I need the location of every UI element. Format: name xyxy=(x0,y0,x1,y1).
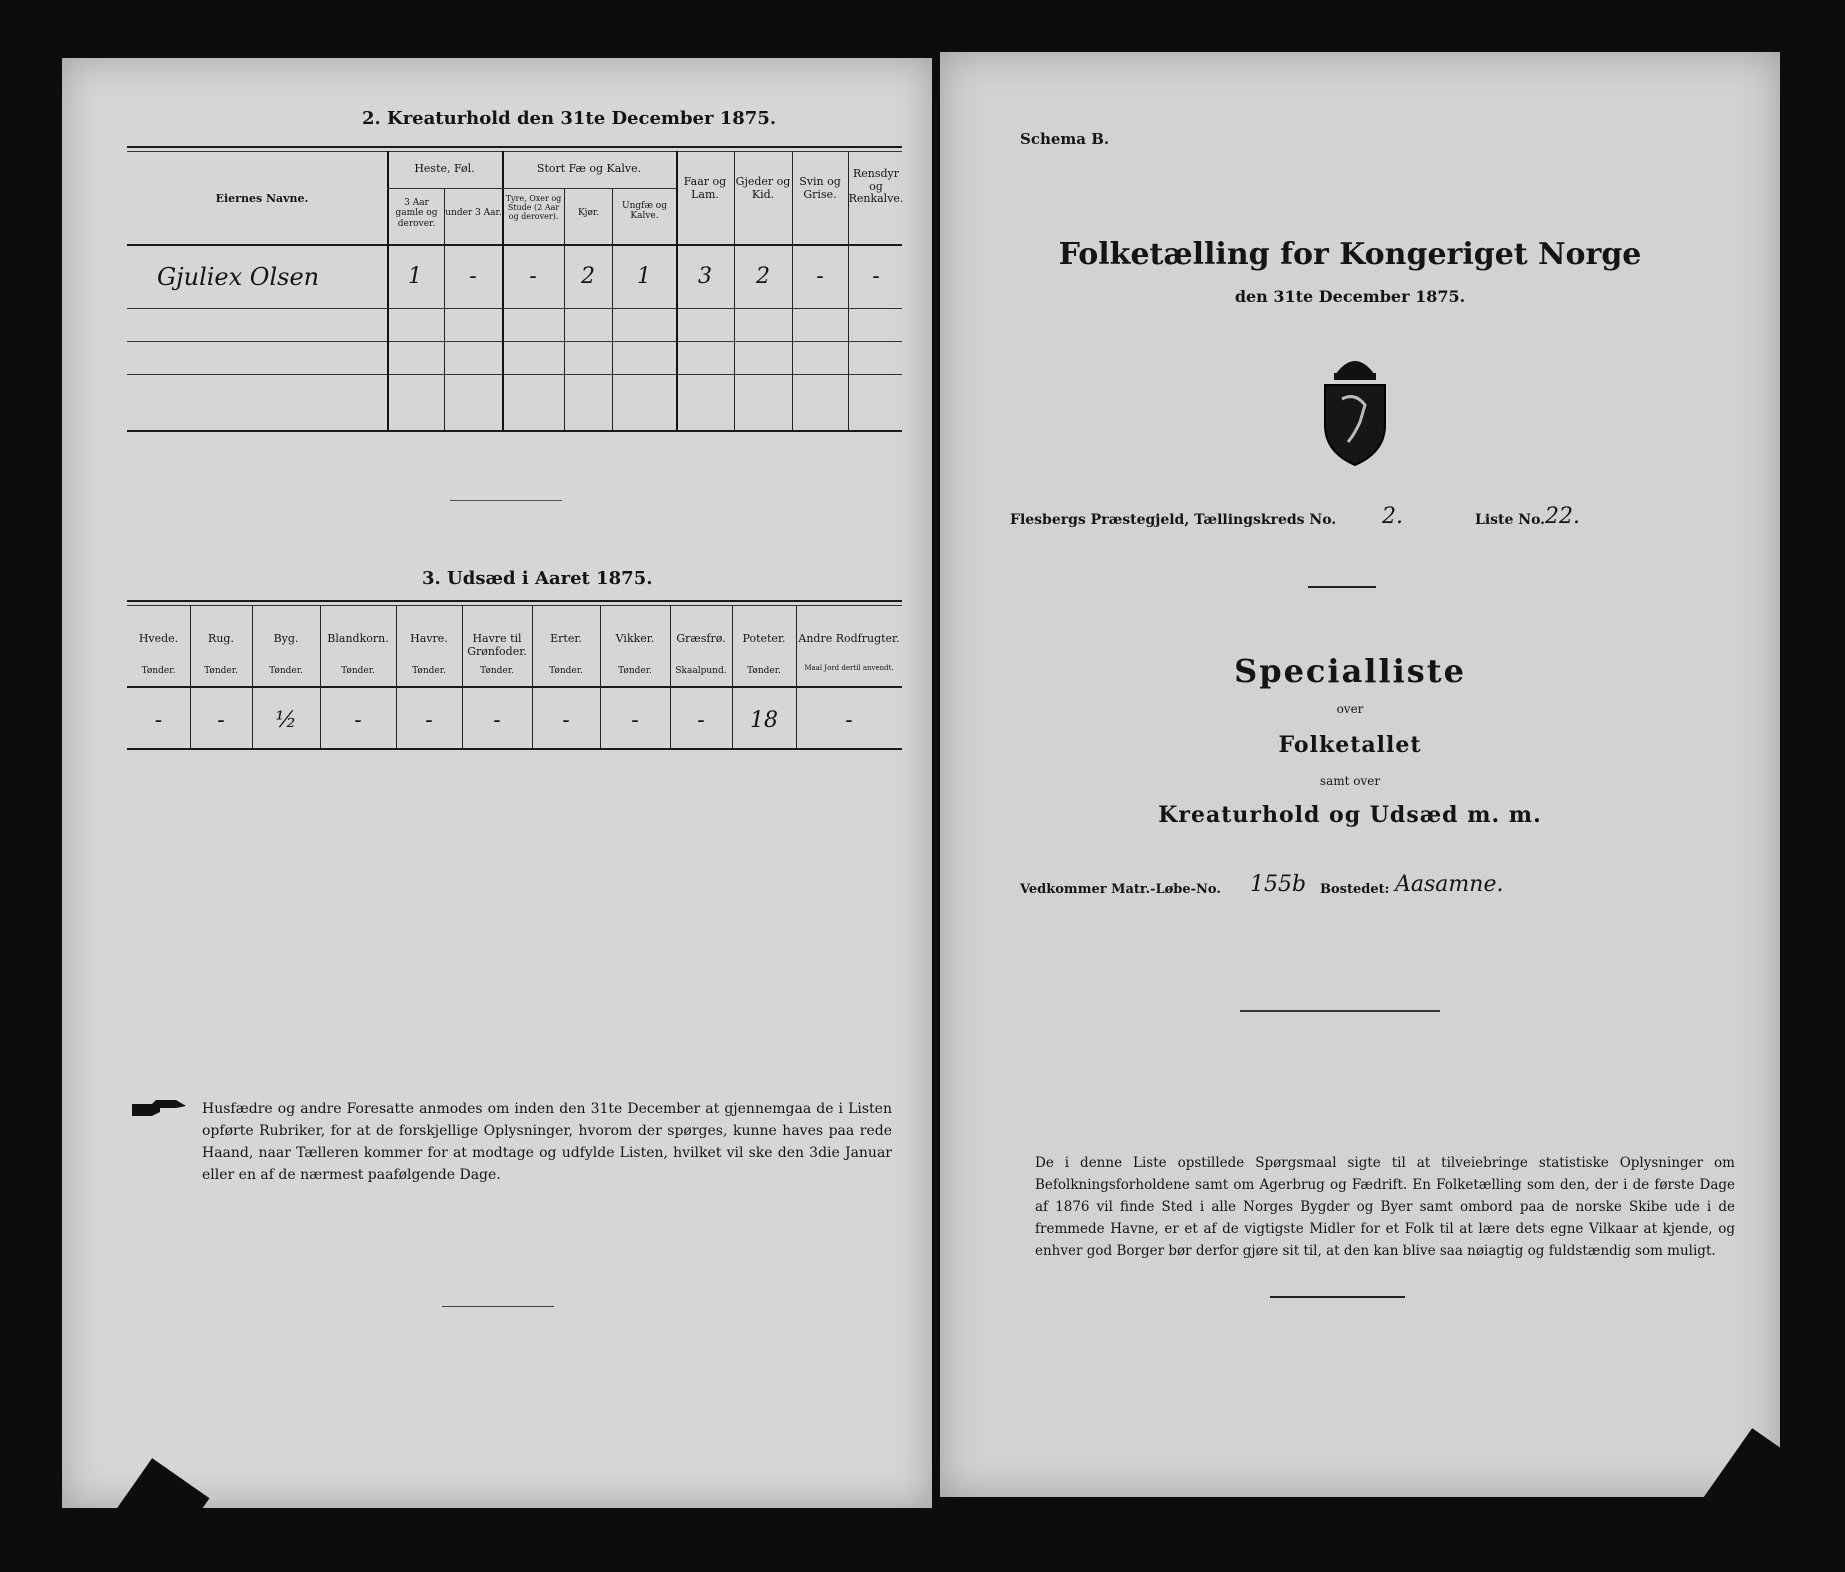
section3-title: 3. Udsæd i Aaret 1875. xyxy=(422,568,653,589)
parish-label: Flesbergs Præstegjeld, Tællingskreds No. xyxy=(1010,512,1337,528)
livestock-value: 2 xyxy=(581,264,595,289)
seed-col-unit: Tønder. xyxy=(141,666,176,676)
over-text: over xyxy=(1336,702,1364,716)
col-reindeer-header: Rensdyr og Renkalve. xyxy=(848,167,904,206)
matr-number: 155b xyxy=(1250,872,1307,897)
seed-value: - xyxy=(425,708,433,733)
livestock-value: 1 xyxy=(408,264,422,289)
seed-value: - xyxy=(631,708,639,733)
col-owner-header: Eiernes Navne. xyxy=(215,192,309,205)
kreaturhold-heading: Kreaturhold og Udsæd m. m. xyxy=(1158,802,1542,828)
seed-col-header: Vikker. xyxy=(615,632,655,645)
seed-col-header: Rug. xyxy=(208,632,234,645)
col-horses-header: Heste, Føl. xyxy=(414,162,475,175)
livestock-value: - xyxy=(529,264,537,289)
explanatory-paragraph: De i denne Liste opstillede Spørgsmaal sigte til at tilveiebringe statistiske Oplysninger om Befolkningsforholdene samt om Agerbrug og Fædrift. En Folketælling som den, der i de første Dage af 1876 vil finde Sted i alle Norges Bygder og Byer samt ombord paa de norske Skibe ude i de fremmede Havne, er et af de vigtigste Midler for et Folk til at lære dets egne Vilkaar at kjende, og enhver god Borger bør derfor gjøre sit til, at den kan blive saa nøiagtig og fuldstændig som muligt. xyxy=(1035,1155,1735,1259)
col-cattle-header: Stort Fæ og Kalve. xyxy=(536,162,642,175)
livestock-value: 1 xyxy=(637,264,651,289)
seed-col-unit: Tønder. xyxy=(269,666,303,676)
district-number: 2. xyxy=(1382,504,1403,529)
seed-col-unit: Tønder. xyxy=(618,666,652,676)
col-horses-old-header: 3 Aar gamle og derover. xyxy=(395,198,438,229)
list-label: Liste No. xyxy=(1475,512,1546,528)
samt-over-text: samt over xyxy=(1319,774,1381,788)
list-number: 22. xyxy=(1545,504,1580,529)
section2-title: 2. Kreaturhold den 31te December 1875. xyxy=(362,108,777,129)
bosted-value: Aasamne. xyxy=(1395,872,1504,897)
owner-name: Gjuliex Olsen xyxy=(157,263,320,291)
seed-value: - xyxy=(154,708,163,733)
seed-col-header: Byg. xyxy=(273,632,299,645)
col-horses-young-header: under 3 Aar. xyxy=(445,208,502,218)
seed-col-header: Hvede. xyxy=(138,632,179,645)
main-title: Folketælling for Kongeriget Norge xyxy=(1058,237,1642,272)
seed-col-unit: Skaalpund. xyxy=(675,666,727,676)
left-page xyxy=(62,58,932,1508)
seed-value: - xyxy=(562,708,570,733)
census-date: den 31te December 1875. xyxy=(1234,287,1466,306)
livestock-value: 2 xyxy=(756,264,770,289)
seed-col-header: Andre Rodfrugter. xyxy=(798,632,900,645)
col-cattle-young-header: Ungfæ og Kalve. xyxy=(622,201,667,222)
col-sheep-header: Faar og Lam. xyxy=(683,175,727,201)
seed-col-header: Poteter. xyxy=(742,632,786,645)
seed-col-unit: Tønder. xyxy=(480,666,514,676)
seed-col-header: Græsfrø. xyxy=(676,632,726,645)
specialliste-heading: Specialliste xyxy=(1234,652,1466,690)
seed-col-unit: Tønder. xyxy=(549,666,583,676)
seed-value: - xyxy=(354,708,362,733)
notice-text: Husfædre og andre Foresatte anmodes om inden den 31te December at gjennemgaa de i Listen opførte Rubriker, for at de forskjellige Oplysninger, hvorom der spørges, kunne haves paa rede Haand, naar Tælleren kommer for at modtage og udfylde Listen, hvilket vil ske den 3die Januar eller en af de nærmest paafølgende Dage. xyxy=(202,1101,892,1183)
seed-col-unit: Maal Jord dertil anvendt. xyxy=(804,664,894,672)
seed-col-unit: Tønder. xyxy=(341,666,375,676)
col-cattle-cows-header: Kjør. xyxy=(577,208,600,218)
seed-col-unit: Tønder. xyxy=(747,666,781,676)
matr-label: Vedkommer Matr.-Løbe-No. xyxy=(1020,882,1221,897)
bosted-label: Bostedet: xyxy=(1320,882,1390,897)
col-cattle-bulls-header: Tyre, Oxer og Stude (2 Aar og derover). xyxy=(505,194,562,222)
livestock-value: 3 xyxy=(698,264,712,289)
parish-line xyxy=(1010,512,1336,528)
livestock-value: - xyxy=(816,264,824,289)
folketallet-heading: Folketallet xyxy=(1278,732,1422,758)
col-pigs-header: Svin og Grise. xyxy=(799,175,841,201)
seed-col-header: Blandkorn. xyxy=(327,632,389,645)
pointing-hand-icon xyxy=(130,1098,190,1120)
seed-col-header: Havre til Grønfoder. xyxy=(467,632,527,658)
seed-value: - xyxy=(493,708,501,733)
seed-value: - xyxy=(697,708,705,733)
livestock-value: - xyxy=(872,264,880,289)
seed-value: ½ xyxy=(275,708,297,733)
seed-col-unit: Tønder. xyxy=(412,666,446,676)
seed-value: 18 xyxy=(750,708,778,733)
seed-col-header: Erter. xyxy=(550,632,582,645)
livestock-value: - xyxy=(469,264,477,289)
coat-of-arms-icon xyxy=(1310,347,1400,467)
schema-label: Schema B. xyxy=(1020,130,1110,148)
seed-col-header: Havre. xyxy=(410,632,448,645)
col-goats-header: Gjeder og Kid. xyxy=(735,175,791,201)
right-page xyxy=(940,52,1780,1497)
seed-value: - xyxy=(217,708,225,733)
seed-col-unit: Tønder. xyxy=(204,666,238,676)
seed-value: - xyxy=(845,708,853,733)
